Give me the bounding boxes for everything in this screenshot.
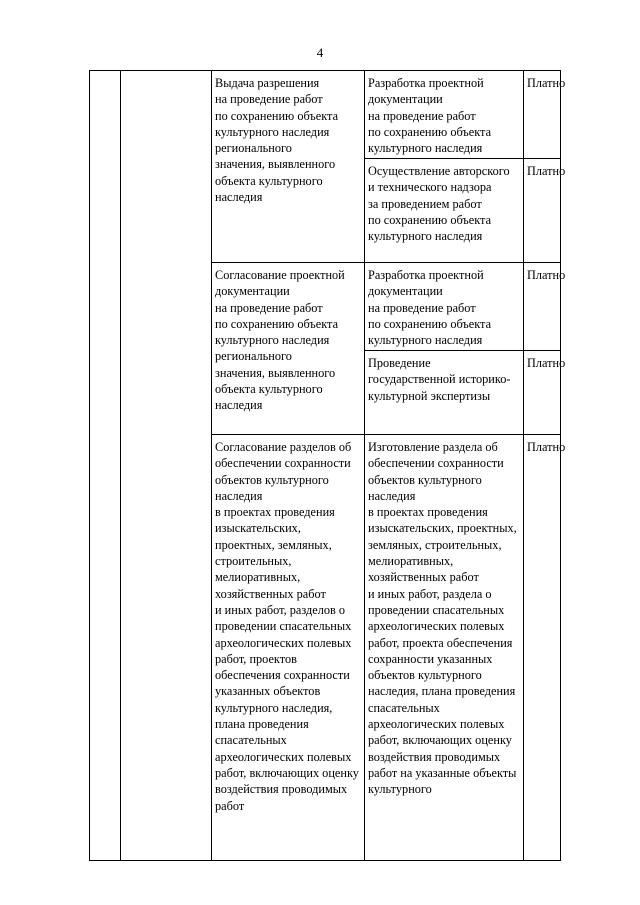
service-cell: Проведение государственной историко-культурной экспертизы (365, 351, 524, 435)
table-row (90, 71, 561, 159)
procedure-cell: Выдача разрешения на проведение работ по сохранению объекта культурного наследия регионального значения, выявленного объекта культурного наследия (212, 71, 365, 263)
procedure-cell: Согласование проектной документации на проведение работ по сохранению объекта культурного наследия регионального значения, выявленного объекта культурного наследия (212, 263, 365, 435)
services-table (89, 70, 566, 861)
page-number: 4 (316, 45, 324, 60)
cost-cell: Платно (524, 351, 561, 435)
cost-cell: Платно (524, 159, 561, 263)
empty-number-cell (90, 71, 121, 861)
empty-category-cell (121, 71, 212, 861)
service-cell: Разработка проектной документации на проведение работ по сохранению объекта культурного наследия (365, 71, 524, 159)
cost-cell: Платно (524, 435, 561, 861)
service-cell: Изготовление раздела об обеспечении сохранности объектов культурного наследия в проектах проведения изыскательских, проектных, земляных, строительных, мелиоративных, хозяйственных работ и иных работ, раздела о проведении спасательных археологических полевых работ, проекта обеспечения сохранности указанных объектов культурного наследия, плана проведения спасательных археологических полевых работ, включающих оценку воздействия проводимых работ на указанные объекты культурного (365, 435, 524, 861)
procedure-cell: Согласование разделов об обеспечении сохранности объектов культурного наследия в проектах проведения изыскательских, проектных, земляных, строительных, мелиоративных, хозяйственных работ и иных работ, разделов о проведении спасательных археологических полевых работ, проектов обеспечения сохранности указанных объектов культурного наследия, плана проведения спасательных археологических полевых работ, включающих оценку воздействия проводимых работ (212, 435, 365, 861)
cost-cell: Платно (524, 71, 561, 159)
service-cell: Разработка проектной документации на проведение работ по сохранению объекта культурного наследия (365, 263, 524, 351)
service-cell: Осуществление авторского и технического надзора за проведением работ по сохранению объекта культурного наследия (365, 159, 524, 263)
cost-cell: Платно (524, 263, 561, 351)
